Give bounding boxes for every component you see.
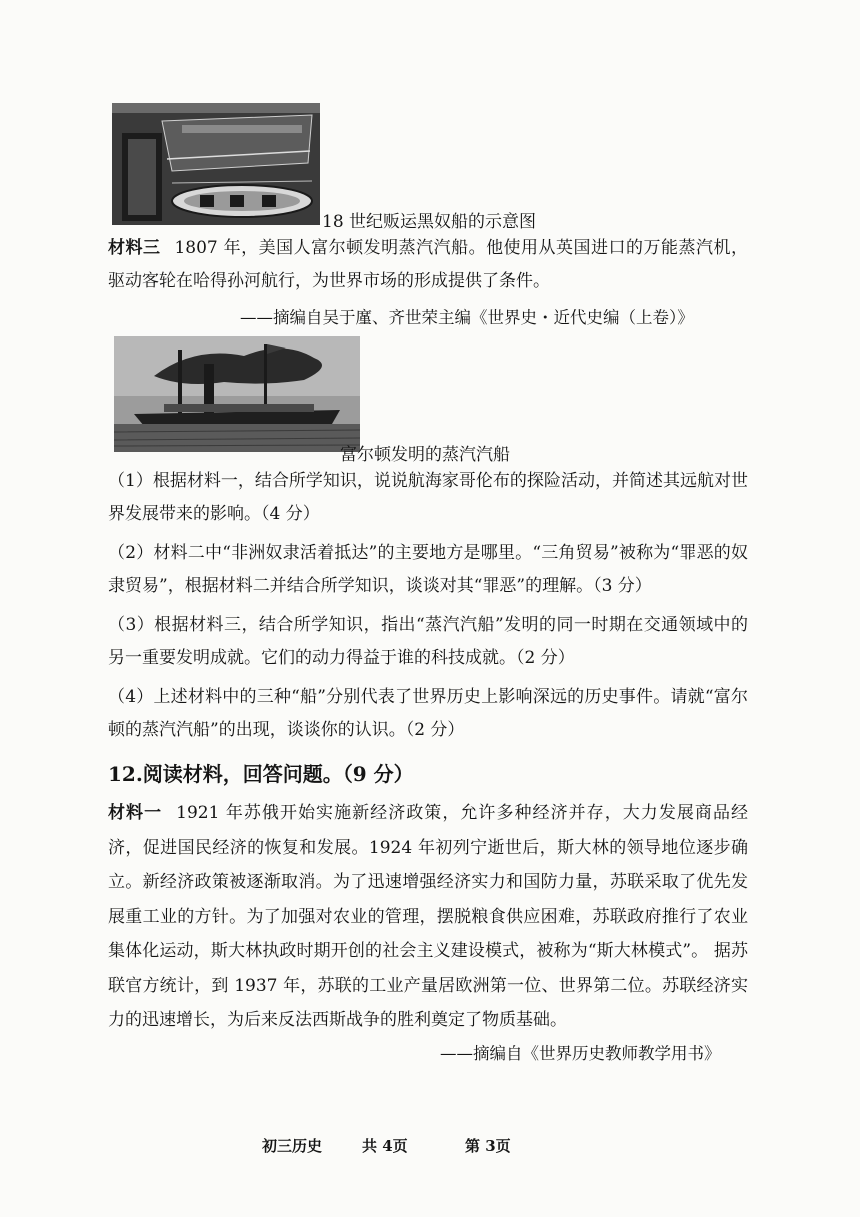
question-1: （1）根据材料一，结合所学知识，说说航海家哥伦布的探险活动，并简述其远航对世界发展带来的影响。（4 分） xyxy=(108,471,748,524)
question-4: （4）上述材料中的三种“船”分别代表了世界历史上影响深远的历史事件。请就“富尔顿的蒸汽汽船”的出现，谈谈你的认识。（2 分） xyxy=(108,687,748,740)
question-3: （3）根据材料三，结合所学知识，指出“蒸汽汽船”发明的同一时期在交通领域中的另一重要发明成就。它们的动力得益于谁的科技成就。（2 分） xyxy=(108,615,748,668)
slave-ship-caption: 18 世纪贩运黑奴船的示意图 xyxy=(322,212,537,232)
q12-material1-label: 材料一 xyxy=(108,803,163,823)
q12-material1-paragraph xyxy=(108,796,748,1038)
material3-source: ——摘编自吴于廑、齐世荣主编《世界史・近代史编（上卷）》 xyxy=(240,308,694,327)
footer-page-number: 第 3页 xyxy=(465,1137,511,1155)
steamboat-caption: 富尔顿发明的蒸汽汽船 xyxy=(340,445,510,465)
q12-material1-source: ——摘编自《世界历史教师教学用书》 xyxy=(440,1044,721,1063)
material3-label: 材料三 xyxy=(108,238,161,258)
slave-ship-diagram-image xyxy=(112,103,320,225)
steamboat-engraving-image xyxy=(114,336,360,452)
q12-material1-text: 1921 年苏俄开始实施新经济政策，允许多种经济并存，大力发展商品经济，促进国民经济的恢复和发展。1924 年初列宁逝世后，斯大林的领导地位逐步确立。新经济政策被逐渐取消。为了迅速增强经济实力和国防力量，苏联采取了优先发展重工业的方针。为了加强对农业的管理，摆脱粮食供应困难，苏联政府推行了农业集体化运动，斯大林执政时期开创的社会主义建设模式，被称为“斯大林模式”。 据苏联官方统计，到 1937 年，苏联的工业产量居欧洲第一位、世界第二位。苏联经济实力的迅速增长，为后来反法西斯战争的胜利奠定了物质基础。 xyxy=(108,803,748,1030)
question-2: （2）材料二中“非洲奴隶活着抵达”的主要地方是哪里。“三角贸易”被称为“罪恶的奴隶贸易”，根据材料二并结合所学知识，谈谈对其“罪恶”的理解。（3 分） xyxy=(108,543,748,596)
footer-subject: 初三历史 xyxy=(262,1137,323,1155)
material3-paragraph xyxy=(108,232,748,298)
material3-text: 1807 年，美国人富尔顿发明蒸汽汽船。他使用从英国进口的万能蒸汽机，驱动客轮在哈得孙河航行，为世界市场的形成提供了条件。 xyxy=(108,238,748,291)
question-12-heading: 12.阅读材料，回答问题。（9 分） xyxy=(108,762,414,786)
footer-total-pages: 共 4页 xyxy=(362,1137,408,1155)
